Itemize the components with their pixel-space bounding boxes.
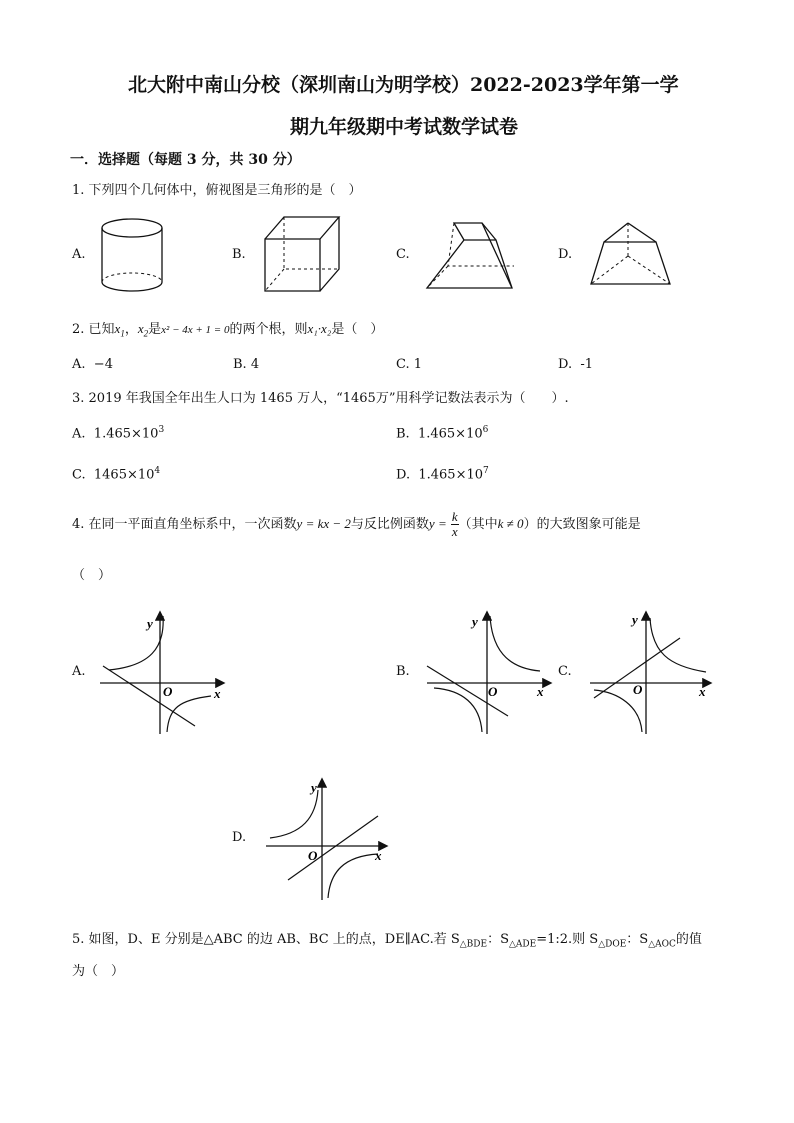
q3-option-a: A. $1.465\times 10^3$ <box>72 425 165 442</box>
q4-option-b-label: B. <box>396 664 410 679</box>
q2-sep: ， <box>124 322 138 337</box>
q4-option-c-label: C. <box>558 664 572 679</box>
q3-option-d: D. $1.465\times 10^7$ <box>396 466 489 483</box>
question-5-line2: 为（ ） <box>72 964 125 979</box>
question-1-stem: 1. 下列四个几何体中，俯视图是三角形的是（ ） <box>72 183 362 198</box>
q1-option-c-label: C. <box>396 247 410 262</box>
q2-x2: $x_2$ <box>137 321 149 339</box>
page-title-line2: 期九年级期中考试数学试卷 <box>290 116 519 138</box>
graph-a-y-label: y <box>147 616 153 631</box>
question-3-stem: 3. 2019 年我国全年出生人口为 1465 万人，“1465万”用科学记数法表示为（ ）. <box>72 391 569 406</box>
graph-a-origin: O <box>163 684 173 699</box>
question-2-stem <box>72 318 383 339</box>
graph-d-y-label: y <box>311 780 317 795</box>
q4-graph-b <box>422 608 557 738</box>
q3-option-c: C. $1465\times 10^4$ <box>72 466 161 483</box>
page-title-line1: 北大附中南山分校（深圳南山为明学校）2022-2023学年第一学 <box>128 74 679 96</box>
q4-part3: （其中 <box>458 517 498 532</box>
q4-graph-a <box>95 608 230 738</box>
graph-b-x-label: x <box>537 684 544 699</box>
q2-option-c: C. 1 <box>396 357 423 372</box>
q4-y-eq: y = <box>428 516 447 531</box>
graph-d-x-label: x <box>375 848 382 863</box>
section-heading: 一．选择题（每题 3 分，共 30 分） <box>70 152 301 168</box>
question-5-line1: 5. 如图，D、E 分别是△ABC 的边 AB、BC 上的点，DE∥AC.若 $S_{\triangle BDE}$：$S_{\triangle ADE}=1:2$.则 $S_{\triangle DOE}$：$S_{\triangle AOC}$的值 <box>72 932 702 950</box>
graph-c-x-label: x <box>699 684 706 699</box>
q4-graph-d <box>262 776 397 906</box>
q4-condition: k ≠ 0 <box>497 516 524 531</box>
graph-a-x-label: x <box>214 686 221 701</box>
question-4-paren: （ ） <box>72 568 112 583</box>
q4-option-a-label: A. <box>72 664 86 679</box>
q3-option-b: B. $1.465\times 10^6$ <box>396 425 489 442</box>
question-4-stem <box>72 510 641 539</box>
triangular-frustum-figure <box>588 220 673 288</box>
q2-is: 是 <box>148 322 162 337</box>
q2-prefix: 2. 已知 <box>72 322 115 337</box>
q2-x1: $x_1$ <box>114 321 125 339</box>
q2-product: x₁·x₂ <box>307 321 332 336</box>
q4-linear-function: y = kx − 2 <box>296 516 351 531</box>
q1-option-b-label: B. <box>232 247 246 262</box>
graph-c-y-label: y <box>632 612 638 627</box>
graph-c-origin: O <box>633 682 643 697</box>
q2-equation: x² − 4x + 1 = 0 <box>161 324 230 336</box>
graph-b-origin: O <box>488 684 498 699</box>
q2-end: 是（ ） <box>331 322 384 337</box>
q4-part2: 与反比例函数 <box>350 517 429 532</box>
q2-option-d: D. -1 <box>558 357 594 372</box>
graph-d-origin: O <box>308 848 318 863</box>
q2-option-b: B. 4 <box>233 357 260 372</box>
cylinder-figure <box>98 218 168 296</box>
q1-option-a-label: A. <box>72 247 86 262</box>
q2-option-a: A. −4 <box>72 357 113 372</box>
q2-mid: 的两个根，则 <box>229 322 308 337</box>
q4-part1: 4. 在同一平面直角坐标系中，一次函数 <box>72 517 297 532</box>
q4-fraction: $\frac{k}{x}$ <box>451 509 458 539</box>
cube-figure <box>262 214 342 294</box>
graph-b-y-label: y <box>472 614 478 629</box>
q1-option-d-label: D. <box>558 247 573 262</box>
frustum-figure <box>424 220 519 290</box>
q4-part4: ）的大致图象可能是 <box>523 517 641 532</box>
q4-graph-c <box>588 608 723 738</box>
q4-option-d-label: D. <box>232 830 247 845</box>
